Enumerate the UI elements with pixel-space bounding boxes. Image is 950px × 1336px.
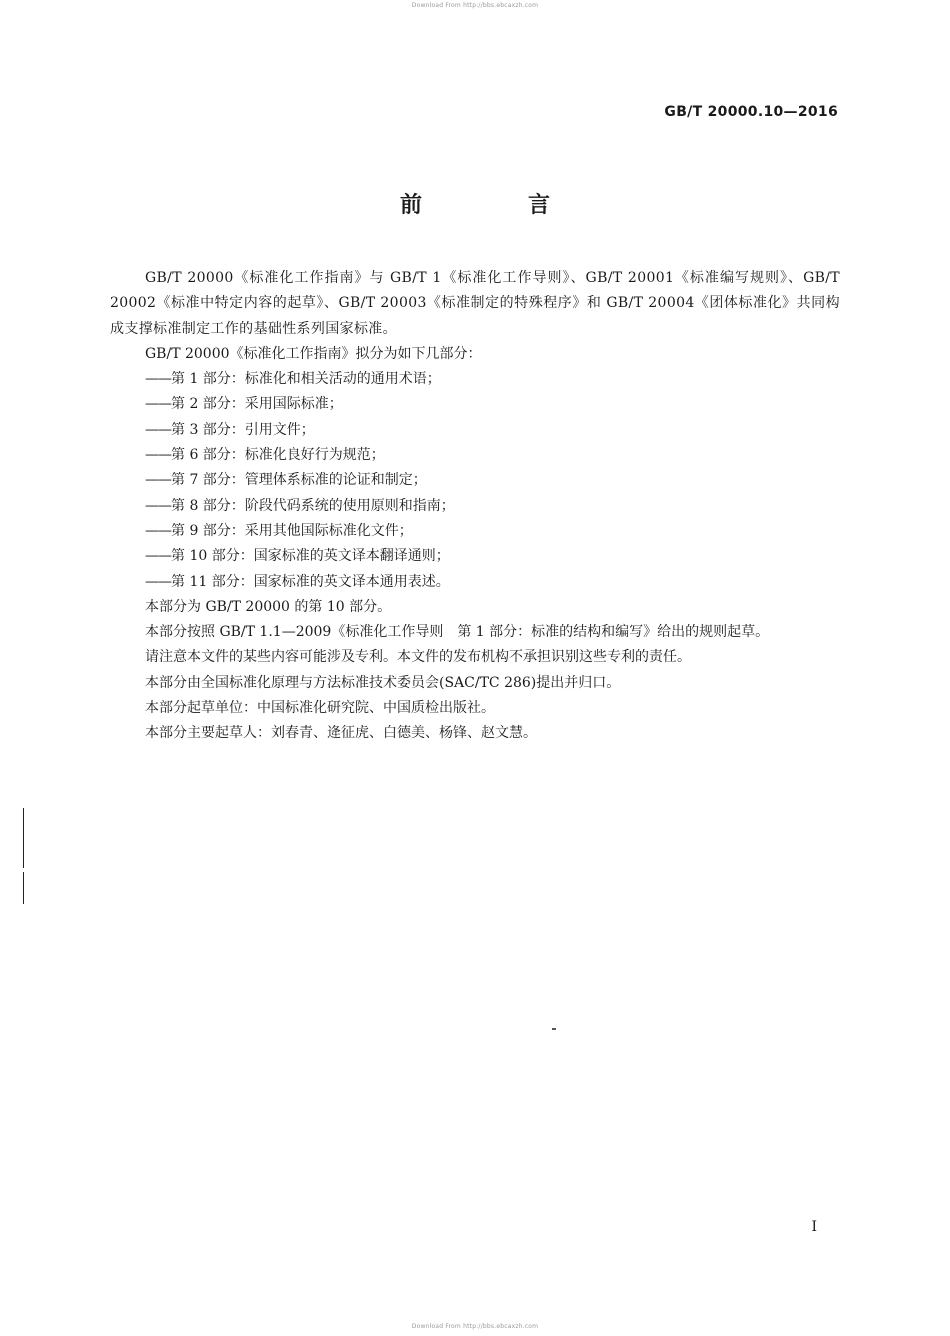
list-item — [110, 418, 840, 443]
list-dash: —— — [145, 447, 171, 464]
list-dash: —— — [145, 522, 171, 539]
page-number: I — [811, 1219, 817, 1235]
part-7-text: 第 7 部分：管理体系标准的论证和制定； — [171, 472, 427, 489]
margin-scan-line — [23, 872, 24, 904]
statement-proposer: 本部分由全国标准化原理与方法标准技术委员会(SAC/TC 286)提出并归口。 — [145, 674, 621, 691]
list-item — [110, 367, 840, 392]
standard-code: GB/T 20000.10—2016 — [664, 104, 838, 120]
statement-part-number: 本部分为 GB/T 20000 的第 10 部分。 — [145, 598, 392, 615]
list-item — [110, 570, 840, 595]
document-body — [110, 266, 840, 747]
list-item — [110, 392, 840, 417]
part-8-text: 第 8 部分：阶段代码系统的使用原则和指南； — [171, 497, 455, 514]
part-9-text: 第 9 部分：采用其他国际标准化文件； — [171, 522, 413, 539]
part-1-text: 第 1 部分：标准化和相关活动的通用术语； — [171, 371, 441, 388]
part-11-text: 第 11 部分：国家标准的英文译本通用表述。 — [171, 573, 450, 590]
part-10-text: 第 10 部分：国家标准的英文译本翻译通则； — [171, 548, 450, 565]
part-3-text: 第 3 部分：引用文件； — [171, 421, 315, 438]
page-title: 前 言 — [399, 193, 592, 218]
list-dash: —— — [145, 573, 171, 590]
list-dash: —— — [145, 497, 171, 514]
list-item — [110, 519, 840, 544]
list-item — [110, 494, 840, 519]
parts-intro-paragraph: GB/T 20000《标准化工作指南》拟分为如下几部分： — [145, 345, 482, 362]
intro-paragraph: GB/T 20000《标准化工作指南》与 GB/T 1《标准化工作导则》、GB/T 20001《标准编写规则》、GB/T 20002《标准中特定内容的起草》、GB/T 20003《标准制定的特殊程序》和 GB/T 20004《团体标准化》共同构成支撑标准制定工作的基础性系列国家标准。 — [110, 270, 840, 337]
part-6-text: 第 6 部分：标准化良好行为规范； — [171, 447, 385, 464]
list-item — [110, 544, 840, 569]
statement-drafting-rules: 本部分按照 GB/T 1.1—2009《标准化工作导则 第 1 部分：标准的结构和编写》给出的规则起草。 — [145, 624, 770, 641]
list-item — [110, 468, 840, 493]
watermark-top: Download From http://bbs.ebcaxzh.com — [411, 2, 539, 9]
statement-patent-notice: 请注意本文件的某些内容可能涉及专利。本文件的发布机构不承担识别这些专利的责任。 — [145, 649, 691, 666]
watermark-bottom: Download From http://bbs.ebcaxzh.com — [411, 1323, 539, 1330]
list-dash: —— — [145, 472, 171, 489]
statement-drafters: 本部分主要起草人：刘春青、逄征虎、白德美、杨锋、赵文慧。 — [145, 725, 537, 742]
margin-scan-line — [23, 808, 24, 868]
part-2-text: 第 2 部分：采用国际标准； — [171, 396, 343, 413]
list-dash: —— — [145, 548, 171, 565]
statement-drafting-units: 本部分起草单位：中国标准化研究院、中国质检出版社。 — [145, 700, 495, 717]
list-item — [110, 443, 840, 468]
list-dash: —— — [145, 421, 171, 438]
list-dash: —— — [145, 396, 171, 413]
list-dash: —— — [145, 371, 171, 388]
scan-speck — [552, 1028, 556, 1030]
